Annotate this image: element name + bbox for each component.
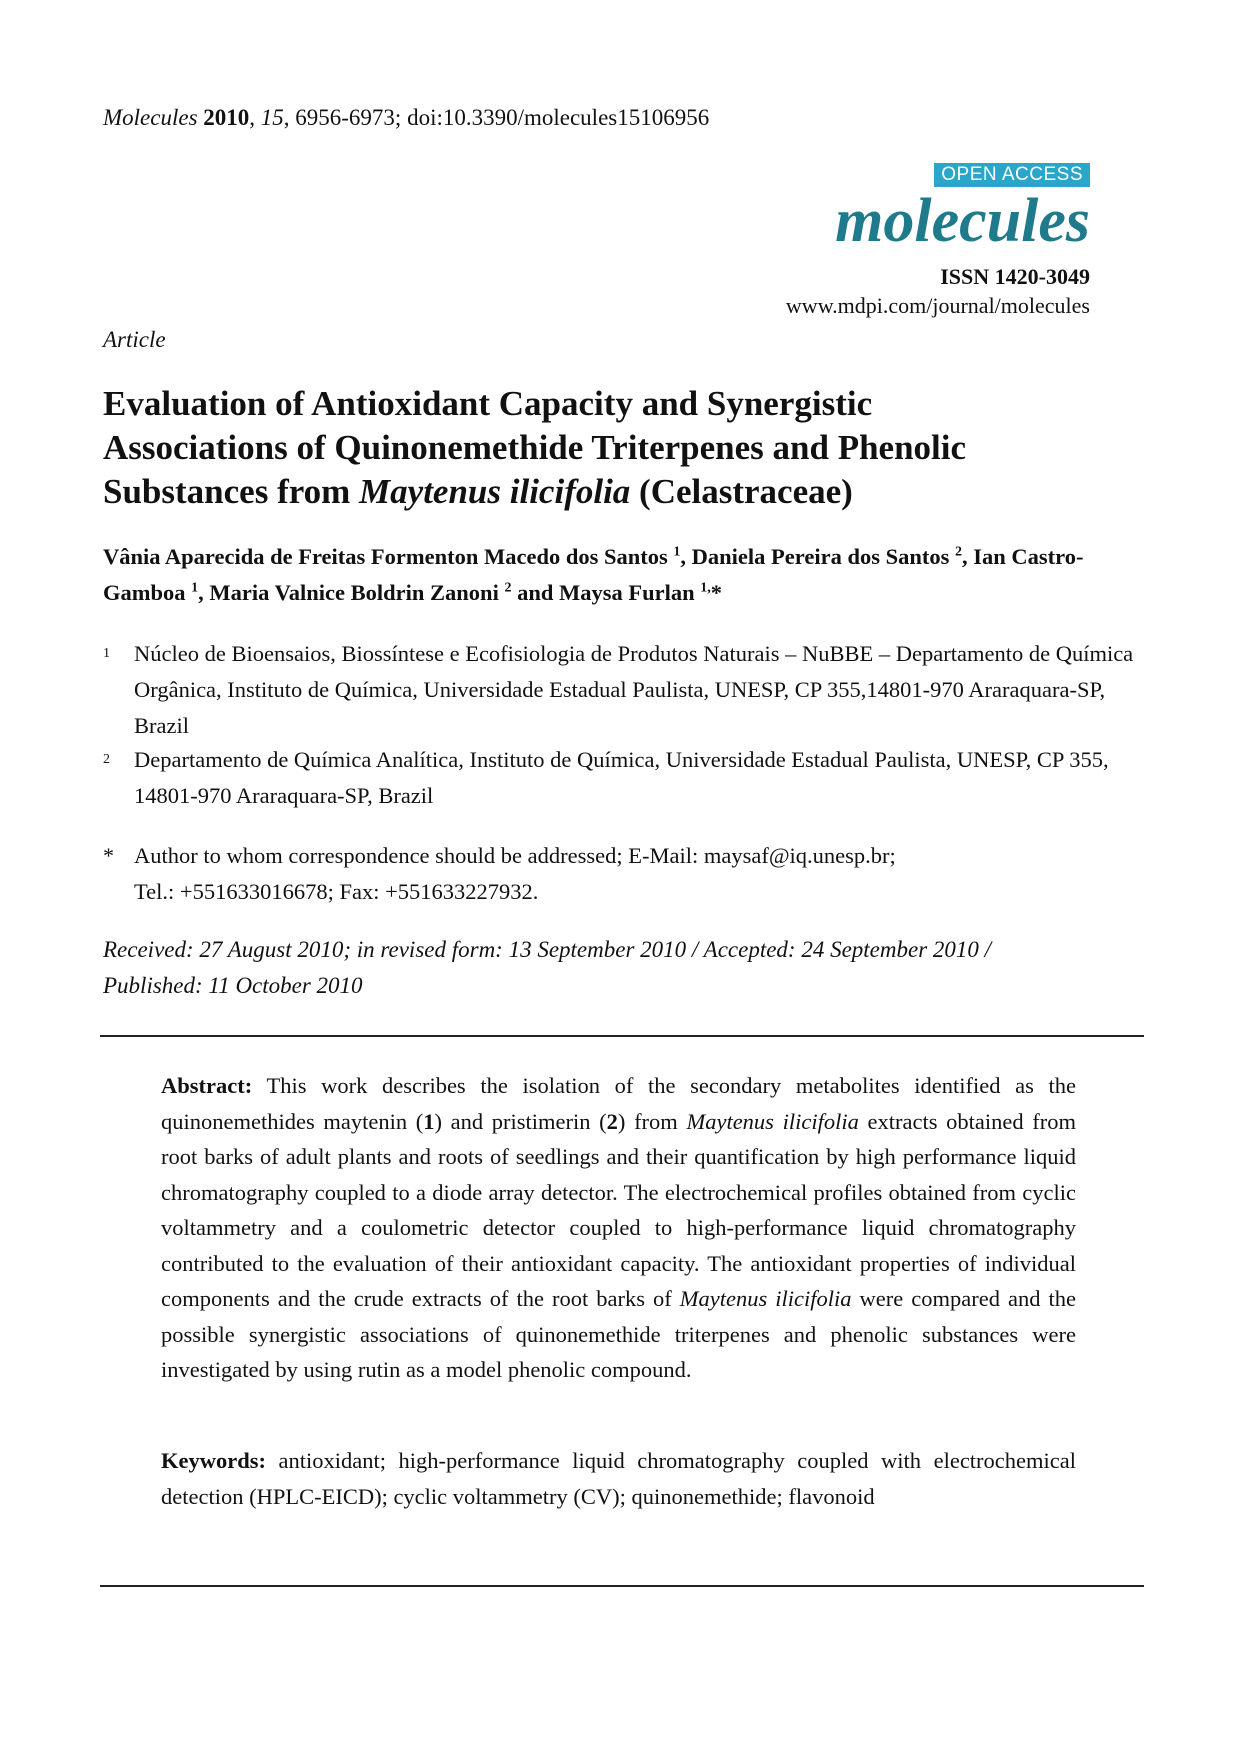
article-title	[103, 382, 1103, 514]
keywords	[161, 1443, 1076, 1514]
correspondence-mark: *	[103, 843, 114, 868]
affiliation-mark: 1	[103, 646, 110, 661]
correspondence	[103, 838, 1148, 910]
compound-2: 2	[606, 1108, 618, 1134]
keywords-text: antioxidant; high-performance liquid chromatography coupled with electrochemical detection (HPLC-EICD); cyclic voltammetry (CV); quinonemethide; flavonoid	[161, 1448, 1076, 1509]
affiliation-mark: 2	[103, 752, 110, 767]
author-name: Maria Valnice Boldrin Zanoni	[209, 580, 499, 605]
citation-journal: Molecules	[103, 105, 198, 130]
journal-url[interactable]: www.mdpi.com/journal/molecules	[785, 293, 1090, 318]
affiliation-text: Núcleo de Bioensaios, Biossíntese e Ecofisiologia de Produtos Naturais – NuBBE – Departamento de Química Orgânica, Instituto de Química, Universidade Estadual Paulista, UNESP, CP 355,14801-970 Araraquara-SP, Brazil	[134, 641, 1134, 738]
author-list: Vânia Aparecida de Freitas Formenton Macedo dos Santos $^1$, Daniela Pereira dos Santos $^2$, Ian Castro-Gamboa $^1$, Maria Valnice Boldrin Zanoni $^2$ and Maysa Furlan $^{1,}$*	[103, 544, 1084, 605]
abstract: Abstract: This work describes the isolation of the secondary metabolites identified as the quinonemethides maytenin (1) and pristimerin (2) from Maytenus ilicifolia extracts obtained from root barks of adult plants and roots of seedlings and their quantification by high performance liquid chromatography coupled to a diode array detector. The electrochemical profiles obtained from cyclic voltammetry and a coulometric detector coupled to high-performance liquid chromatography contributed to the evaluation of their antioxidant capacity. The antioxidant properties of individual components and the crude extracts of the root barks of Maytenus ilicifolia were compared and the possible synergistic associations of quinonemethide triterpenes and phenolic substances were investigated by using rutin as a model phenolic compound.	[161, 1073, 1076, 1382]
correspondence-line-1: Author to whom correspondence should be addressed; E-Mail: maysaf@iq.unesp.br;	[134, 843, 896, 868]
title-line-3: Substances from Maytenus ilicifolia (Celastraceae)	[103, 472, 853, 511]
author-name: Ian Castro-Gamboa	[103, 544, 1084, 605]
author-name: Vânia Aparecida de Freitas Formenton Macedo dos Santos	[103, 544, 668, 569]
keywords-label: Keywords:	[161, 1448, 266, 1473]
journal-logo: molecules	[835, 187, 1090, 255]
citation-year: 2010	[203, 105, 250, 130]
citation-rest: , 6956-6973; doi:10.3390/molecules15106956	[283, 105, 710, 130]
species-name: Maytenus ilicifolia	[679, 1286, 852, 1311]
divider-top	[100, 1035, 1144, 1037]
compound-1: 1	[423, 1108, 435, 1134]
dates-line-2: Published: 11 October 2010	[103, 973, 363, 998]
title-line-2: Associations of Quinonemethide Triterpenes and Phenolic	[103, 428, 967, 467]
title-species: Maytenus ilicifolia	[359, 472, 631, 511]
open-access-badge: OPEN ACCESS	[934, 163, 1090, 187]
citation-line: Molecules 2010, 15, 6956-6973; doi:10.3390/molecules15106956	[103, 105, 710, 130]
affiliation-2	[103, 742, 1148, 814]
author-name: Maysa Furlan	[558, 580, 695, 605]
abstract-label: Abstract:	[161, 1073, 253, 1098]
article-type: Article	[103, 327, 166, 352]
author-name: Daniela Pereira dos Santos	[691, 544, 950, 569]
dates-line-1: Received: 27 August 2010; in revised form: 13 September 2010 / Accepted: 24 September 2010 /	[103, 937, 992, 962]
divider-bottom	[100, 1585, 1144, 1587]
title-line-1: Evaluation of Antioxidant Capacity and Synergistic	[103, 384, 873, 423]
article-dates	[103, 932, 1143, 1004]
species-name: Maytenus ilicifolia	[686, 1108, 859, 1134]
affiliation-1	[103, 636, 1148, 744]
citation-volume: 15	[260, 105, 284, 130]
affiliation-text: Departamento de Química Analítica, Instituto de Química, Universidade Estadual Paulista, UNESP, CP 355, 14801-970 Araraquara-SP, Brazil	[134, 747, 1109, 808]
correspondence-line-2: Tel.: +551633016678; Fax: +551633227932.	[134, 879, 539, 904]
issn: ISSN 1420-3049	[940, 264, 1090, 289]
